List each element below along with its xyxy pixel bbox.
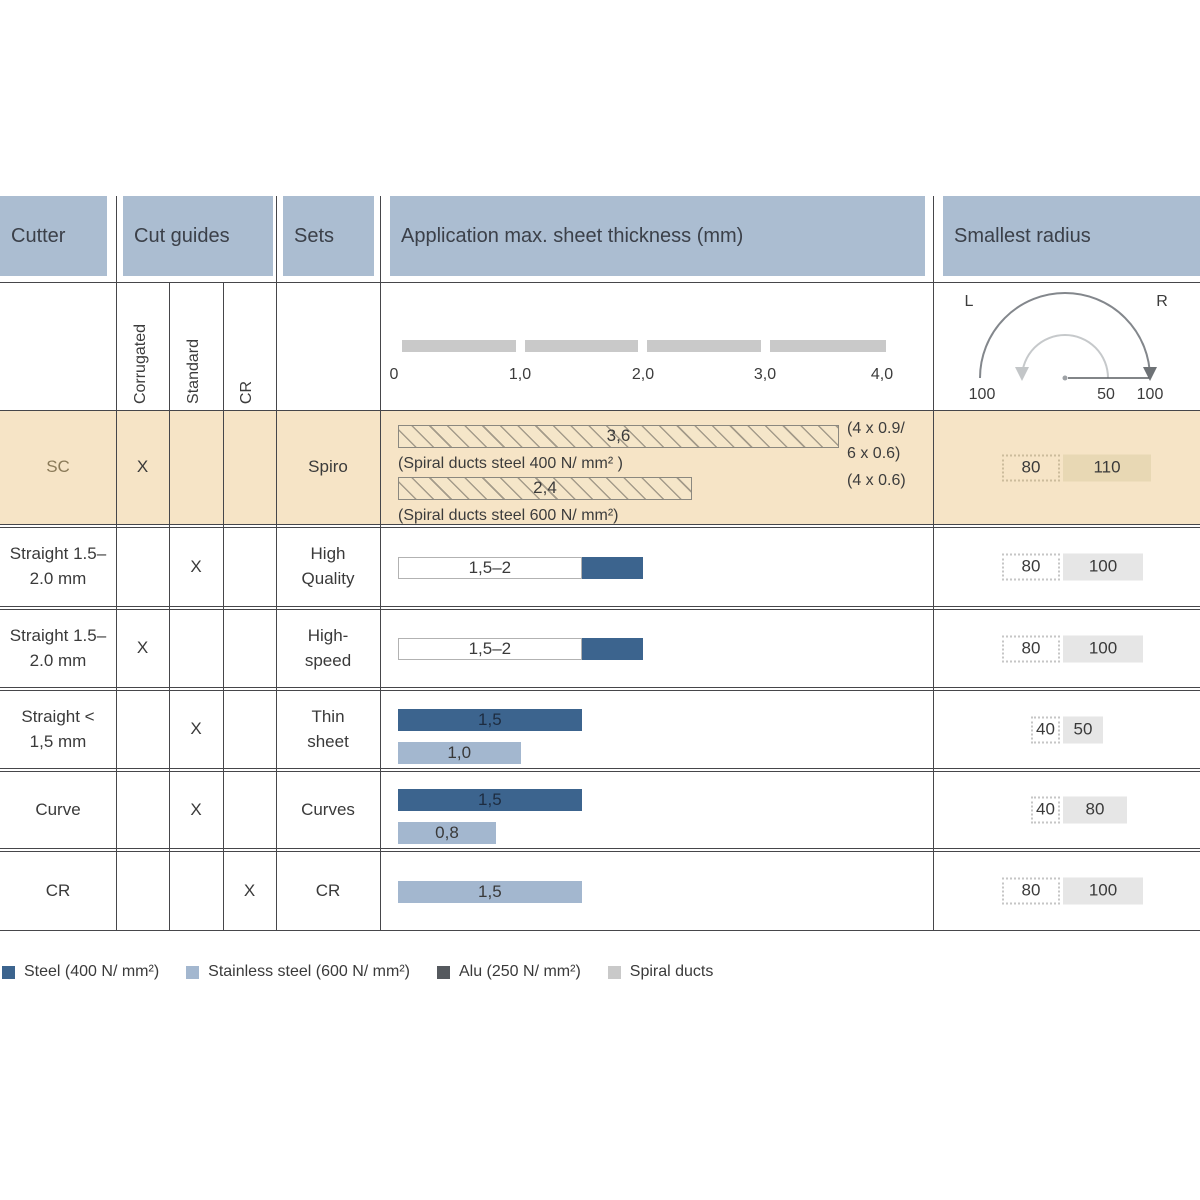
radius-cell bbox=[0, 528, 1200, 606]
legend-label: Steel (400 N/ mm²) bbox=[24, 963, 160, 980]
steel-swatch-icon bbox=[2, 966, 15, 979]
radius-right-value: 80 bbox=[1085, 799, 1105, 819]
bar-value-label: 0,8 bbox=[435, 822, 459, 842]
bar-value-label: 1,5 bbox=[478, 709, 502, 729]
guide-standard-mark: X bbox=[190, 719, 202, 739]
stainless-swatch-icon bbox=[186, 966, 199, 979]
legend-item-alu bbox=[437, 963, 581, 981]
guide-corrugated-mark: X bbox=[136, 457, 149, 477]
radius-right-box bbox=[1063, 716, 1103, 743]
radius-left-value: 80 bbox=[1021, 638, 1041, 658]
axis-segment bbox=[525, 340, 638, 352]
table-row-straight-hs bbox=[0, 609, 1200, 688]
guide-standard-mark: X bbox=[190, 799, 202, 819]
radius-left-box bbox=[1002, 635, 1060, 662]
radius-label-l: L bbox=[964, 293, 974, 310]
cutter-name: Curve bbox=[35, 799, 81, 819]
header-cutter bbox=[0, 196, 107, 276]
radius-left-value: 80 bbox=[1021, 556, 1041, 576]
table-row-sc bbox=[0, 410, 1200, 525]
bar-caption: (Spiral ducts steel 600 N/ mm²) bbox=[398, 507, 619, 524]
bar-value-label: 1,0 bbox=[447, 742, 472, 762]
radius-right-box bbox=[1063, 454, 1151, 481]
set-name: High-speed bbox=[304, 625, 352, 670]
axis-tick-2: 2,0 bbox=[631, 366, 655, 383]
table-row-curve bbox=[0, 771, 1200, 849]
bar-value-label: 1,5 bbox=[478, 881, 502, 901]
legend-item-stainless bbox=[186, 963, 410, 981]
header-cut-guides-label: Cut guides bbox=[134, 224, 230, 247]
radius-left-box bbox=[1031, 716, 1060, 743]
radius-left-max: 100 bbox=[968, 386, 996, 403]
radius-right-value: 110 bbox=[1093, 457, 1121, 477]
axis-segment bbox=[770, 340, 886, 352]
radius-left-box bbox=[1002, 554, 1060, 581]
radius-center-dot bbox=[1063, 376, 1068, 381]
header-cutter-label: Cutter bbox=[11, 224, 66, 247]
radius-mid: 50 bbox=[1097, 386, 1115, 403]
cutter-name: CR bbox=[45, 880, 71, 900]
cutter-name: Straight 1.5–2.0 mm bbox=[9, 625, 107, 670]
radius-left-value: 80 bbox=[1021, 457, 1041, 477]
radius-left-value: 80 bbox=[1021, 880, 1041, 900]
divider-standard-cr bbox=[223, 283, 224, 931]
bar-annotation: (4 x 0.9/ bbox=[847, 420, 905, 437]
divider-sets-application bbox=[380, 196, 381, 931]
bar-value-label: 3,6 bbox=[606, 426, 631, 446]
bar-value-label: 1,5–2 bbox=[468, 638, 512, 658]
legend-label: Spiral ducts bbox=[629, 963, 714, 980]
radius-left-box bbox=[1031, 797, 1060, 824]
radius-right-box bbox=[1063, 797, 1127, 824]
divider-corrugated-standard bbox=[169, 283, 170, 931]
guide-standard-mark: X bbox=[190, 556, 202, 576]
axis-tick-0: 0 bbox=[389, 366, 399, 383]
radius-right-value: 50 bbox=[1073, 719, 1093, 739]
axis-segment bbox=[647, 340, 761, 352]
legend-item-steel bbox=[2, 963, 159, 981]
radius-cell bbox=[0, 852, 1200, 930]
guide-cr-mark: X bbox=[243, 880, 256, 900]
radius-right-max: 100 bbox=[1136, 386, 1164, 403]
cutter-name: SC bbox=[46, 457, 70, 477]
radius-inner-arrow-icon bbox=[1015, 367, 1029, 381]
header-underline bbox=[0, 282, 1200, 283]
bar-value-label: 2,4 bbox=[533, 478, 557, 498]
radius-right-value: 100 bbox=[1088, 556, 1118, 576]
radius-cell bbox=[0, 610, 1200, 687]
legend-label: Alu (250 N/ mm²) bbox=[458, 963, 581, 980]
set-name: Curves bbox=[301, 799, 355, 819]
divider-cutter-guides bbox=[116, 196, 117, 931]
header-sets bbox=[283, 196, 374, 276]
spiral-swatch-icon bbox=[608, 966, 621, 979]
radius-right-box bbox=[1063, 635, 1143, 662]
axis-tick-3: 3,0 bbox=[753, 366, 777, 383]
header-smallest-radius-label: Smallest radius bbox=[954, 224, 1091, 247]
table-row-thin-sheet bbox=[0, 690, 1200, 769]
radius-right-box bbox=[1063, 554, 1143, 581]
table-row-straight-hq bbox=[0, 527, 1200, 607]
radius-left-box bbox=[1002, 878, 1060, 905]
radius-label-r: R bbox=[1156, 293, 1168, 310]
table-row-cr bbox=[0, 851, 1200, 931]
axis-segment bbox=[402, 340, 516, 352]
header-application-label: Application max. sheet thickness (mm) bbox=[401, 224, 744, 247]
cutter-name: Straight < 1,5 mm bbox=[21, 706, 95, 751]
legend-label: Stainless steel (600 N/ mm²) bbox=[208, 963, 410, 980]
axis-tick-4: 4,0 bbox=[870, 366, 894, 383]
bar-annotation: 6 x 0.6) bbox=[847, 445, 901, 462]
legend bbox=[2, 963, 713, 981]
divider-guides-sets bbox=[276, 196, 277, 931]
radius-right-value: 100 bbox=[1088, 880, 1118, 900]
axis-tick-1: 1,0 bbox=[508, 366, 532, 383]
header-cut-guides bbox=[123, 196, 273, 276]
set-name: Spiro bbox=[308, 457, 348, 477]
legend-item-spiral bbox=[608, 963, 714, 981]
radius-cell bbox=[0, 691, 1200, 768]
guide-corrugated-mark: X bbox=[136, 638, 149, 658]
radius-right-box bbox=[1063, 878, 1143, 905]
subheader-band bbox=[0, 283, 1200, 410]
bar-annotation: (4 x 0.6) bbox=[847, 472, 906, 489]
radius-left-box bbox=[1002, 454, 1060, 481]
radius-left-value: 40 bbox=[1036, 719, 1055, 739]
guide-col-cr: CR bbox=[238, 380, 255, 404]
radius-left-value: 40 bbox=[1036, 799, 1055, 819]
set-name: CR bbox=[315, 880, 341, 900]
cutter-name: Straight 1.5–2.0 mm bbox=[9, 544, 107, 588]
header-smallest-radius bbox=[943, 196, 1200, 276]
divider-application-radius bbox=[933, 196, 934, 931]
radius-cell bbox=[0, 772, 1200, 848]
header-sets-label: Sets bbox=[294, 224, 335, 247]
bar-value-label: 1,5–2 bbox=[468, 557, 512, 577]
alu-swatch-icon bbox=[437, 966, 450, 979]
bar-value-label: 1,5 bbox=[478, 789, 502, 809]
radius-inner-arc bbox=[1022, 335, 1108, 378]
thickness-axis bbox=[380, 283, 933, 410]
set-name: High Quality bbox=[301, 544, 355, 588]
guide-col-corrugated: Corrugated bbox=[132, 323, 149, 404]
bar-caption: (Spiral ducts steel 400 N/ mm² ) bbox=[398, 455, 623, 472]
guide-col-standard: Standard bbox=[185, 339, 202, 404]
radius-cell bbox=[0, 411, 1200, 524]
header-application bbox=[390, 196, 925, 276]
radius-right-value: 100 bbox=[1088, 638, 1118, 658]
set-name: Thin sheet bbox=[307, 706, 349, 751]
radius-outer-arrow-icon bbox=[1143, 367, 1157, 381]
